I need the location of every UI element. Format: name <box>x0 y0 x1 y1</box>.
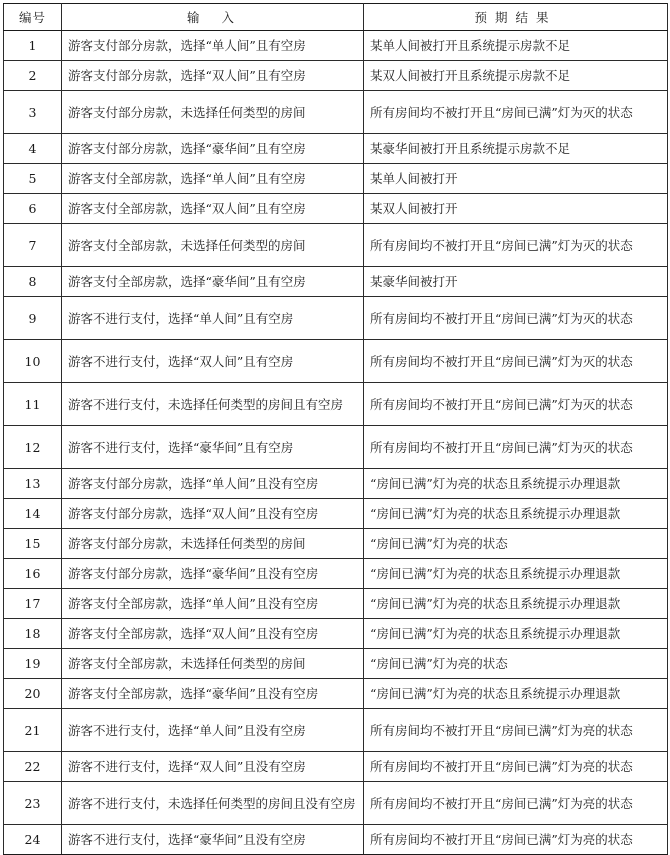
cell-input: 游客不进行支付，选择“单人间”且没有空房 <box>62 709 364 752</box>
table-row <box>4 709 668 752</box>
cell-input: 游客支付全部房款，选择“双人间”且有空房 <box>62 194 364 224</box>
cell-id: 17 <box>4 589 62 619</box>
cell-input: 游客支付全部房款，未选择任何类型的房间 <box>62 649 364 679</box>
cell-input: 游客不进行支付，选择“双人间”且有空房 <box>62 340 364 383</box>
cell-id: 23 <box>4 782 62 825</box>
cell-input: 游客支付全部房款，选择“豪华间”且有空房 <box>62 267 364 297</box>
cell-input: 游客不进行支付，未选择任何类型的房间且有空房 <box>62 383 364 426</box>
cell-output: 所有房间均不被打开且“房间已满”灯为亮的状态 <box>364 782 668 825</box>
test-case-table-container <box>3 3 667 855</box>
table-row <box>4 559 668 589</box>
cell-id: 24 <box>4 825 62 855</box>
header-output: 预期结果 <box>364 4 668 31</box>
cell-id: 3 <box>4 91 62 134</box>
cell-output: 某双人间被打开且系统提示房款不足 <box>364 61 668 91</box>
cell-input: 游客支付全部房款，选择“双人间”且没有空房 <box>62 619 364 649</box>
cell-input: 游客不进行支付，未选择任何类型的房间且没有空房 <box>62 782 364 825</box>
cell-input: 游客支付部分房款，选择“双人间”且有空房 <box>62 61 364 91</box>
cell-output: “房间已满”灯为亮的状态且系统提示办理退款 <box>364 499 668 529</box>
cell-output: 某豪华间被打开 <box>364 267 668 297</box>
cell-output: 所有房间均不被打开且“房间已满”灯为亮的状态 <box>364 709 668 752</box>
cell-output: “房间已满”灯为亮的状态且系统提示办理退款 <box>364 619 668 649</box>
cell-output: 所有房间均不被打开且“房间已满”灯为灭的状态 <box>364 91 668 134</box>
cell-id: 10 <box>4 340 62 383</box>
cell-output: 所有房间均不被打开且“房间已满”灯为灭的状态 <box>364 297 668 340</box>
table-row <box>4 134 668 164</box>
cell-input: 游客不进行支付，选择“豪华间”且有空房 <box>62 426 364 469</box>
table-row <box>4 529 668 559</box>
cell-output: “房间已满”灯为亮的状态且系统提示办理退款 <box>364 559 668 589</box>
table-body <box>4 31 668 855</box>
table-row <box>4 782 668 825</box>
cell-output: 所有房间均不被打开且“房间已满”灯为灭的状态 <box>364 340 668 383</box>
cell-input: 游客支付部分房款，选择“豪华间”且没有空房 <box>62 559 364 589</box>
cell-id: 2 <box>4 61 62 91</box>
cell-input: 游客支付全部房款，选择“单人间”且没有空房 <box>62 589 364 619</box>
table-row <box>4 164 668 194</box>
cell-id: 22 <box>4 752 62 782</box>
cell-id: 18 <box>4 619 62 649</box>
cell-input: 游客不进行支付，选择“双人间”且没有空房 <box>62 752 364 782</box>
cell-output: “房间已满”灯为亮的状态且系统提示办理退款 <box>364 589 668 619</box>
cell-id: 11 <box>4 383 62 426</box>
table-row <box>4 825 668 855</box>
cell-input: 游客支付全部房款，选择“豪华间”且没有空房 <box>62 679 364 709</box>
table-row <box>4 752 668 782</box>
table-row <box>4 469 668 499</box>
cell-output: 某双人间被打开 <box>364 194 668 224</box>
cell-id: 14 <box>4 499 62 529</box>
header-row <box>4 4 668 31</box>
cell-id: 21 <box>4 709 62 752</box>
cell-input: 游客支付全部房款，选择“单人间”且有空房 <box>62 164 364 194</box>
cell-output: 所有房间均不被打开且“房间已满”灯为灭的状态 <box>364 426 668 469</box>
cell-input: 游客不进行支付，选择“单人间”且有空房 <box>62 297 364 340</box>
cell-id: 1 <box>4 31 62 61</box>
cell-id: 5 <box>4 164 62 194</box>
cell-input: 游客支付部分房款，未选择任何类型的房间 <box>62 529 364 559</box>
cell-output: “房间已满”灯为亮的状态 <box>364 529 668 559</box>
cell-id: 4 <box>4 134 62 164</box>
cell-input: 游客不进行支付，选择“豪华间”且没有空房 <box>62 825 364 855</box>
cell-input: 游客支付部分房款，选择“单人间”且没有空房 <box>62 469 364 499</box>
cell-output: “房间已满”灯为亮的状态且系统提示办理退款 <box>364 679 668 709</box>
table-row <box>4 589 668 619</box>
cell-output: “房间已满”灯为亮的状态且系统提示办理退款 <box>364 469 668 499</box>
table-row <box>4 499 668 529</box>
cell-input: 游客支付全部房款，未选择任何类型的房间 <box>62 224 364 267</box>
cell-id: 6 <box>4 194 62 224</box>
table-row <box>4 383 668 426</box>
table-header <box>4 4 668 31</box>
cell-input: 游客支付部分房款，选择“豪华间”且有空房 <box>62 134 364 164</box>
cell-output: 所有房间均不被打开且“房间已满”灯为亮的状态 <box>364 825 668 855</box>
cell-id: 16 <box>4 559 62 589</box>
cell-input: 游客支付部分房款，未选择任何类型的房间 <box>62 91 364 134</box>
table-row <box>4 91 668 134</box>
header-id: 编号 <box>4 4 62 31</box>
table-row <box>4 679 668 709</box>
table-row <box>4 297 668 340</box>
table-row <box>4 61 668 91</box>
test-case-table <box>3 3 668 855</box>
cell-output: 某豪华间被打开且系统提示房款不足 <box>364 134 668 164</box>
cell-output: 所有房间均不被打开且“房间已满”灯为灭的状态 <box>364 383 668 426</box>
cell-id: 19 <box>4 649 62 679</box>
cell-input: 游客支付部分房款，选择“单人间”且有空房 <box>62 31 364 61</box>
cell-output: 所有房间均不被打开且“房间已满”灯为灭的状态 <box>364 224 668 267</box>
cell-id: 8 <box>4 267 62 297</box>
table-row <box>4 340 668 383</box>
cell-id: 15 <box>4 529 62 559</box>
table-row <box>4 194 668 224</box>
table-row <box>4 426 668 469</box>
cell-output: 所有房间均不被打开且“房间已满”灯为亮的状态 <box>364 752 668 782</box>
table-row <box>4 619 668 649</box>
cell-id: 13 <box>4 469 62 499</box>
cell-id: 20 <box>4 679 62 709</box>
cell-id: 7 <box>4 224 62 267</box>
cell-output: 某单人间被打开 <box>364 164 668 194</box>
cell-output: “房间已满”灯为亮的状态 <box>364 649 668 679</box>
table-row <box>4 267 668 297</box>
cell-output: 某单人间被打开且系统提示房款不足 <box>364 31 668 61</box>
table-row <box>4 224 668 267</box>
cell-input: 游客支付部分房款，选择“双人间”且没有空房 <box>62 499 364 529</box>
table-row <box>4 649 668 679</box>
cell-id: 9 <box>4 297 62 340</box>
cell-id: 12 <box>4 426 62 469</box>
header-input: 输入 <box>62 4 364 31</box>
table-row <box>4 31 668 61</box>
